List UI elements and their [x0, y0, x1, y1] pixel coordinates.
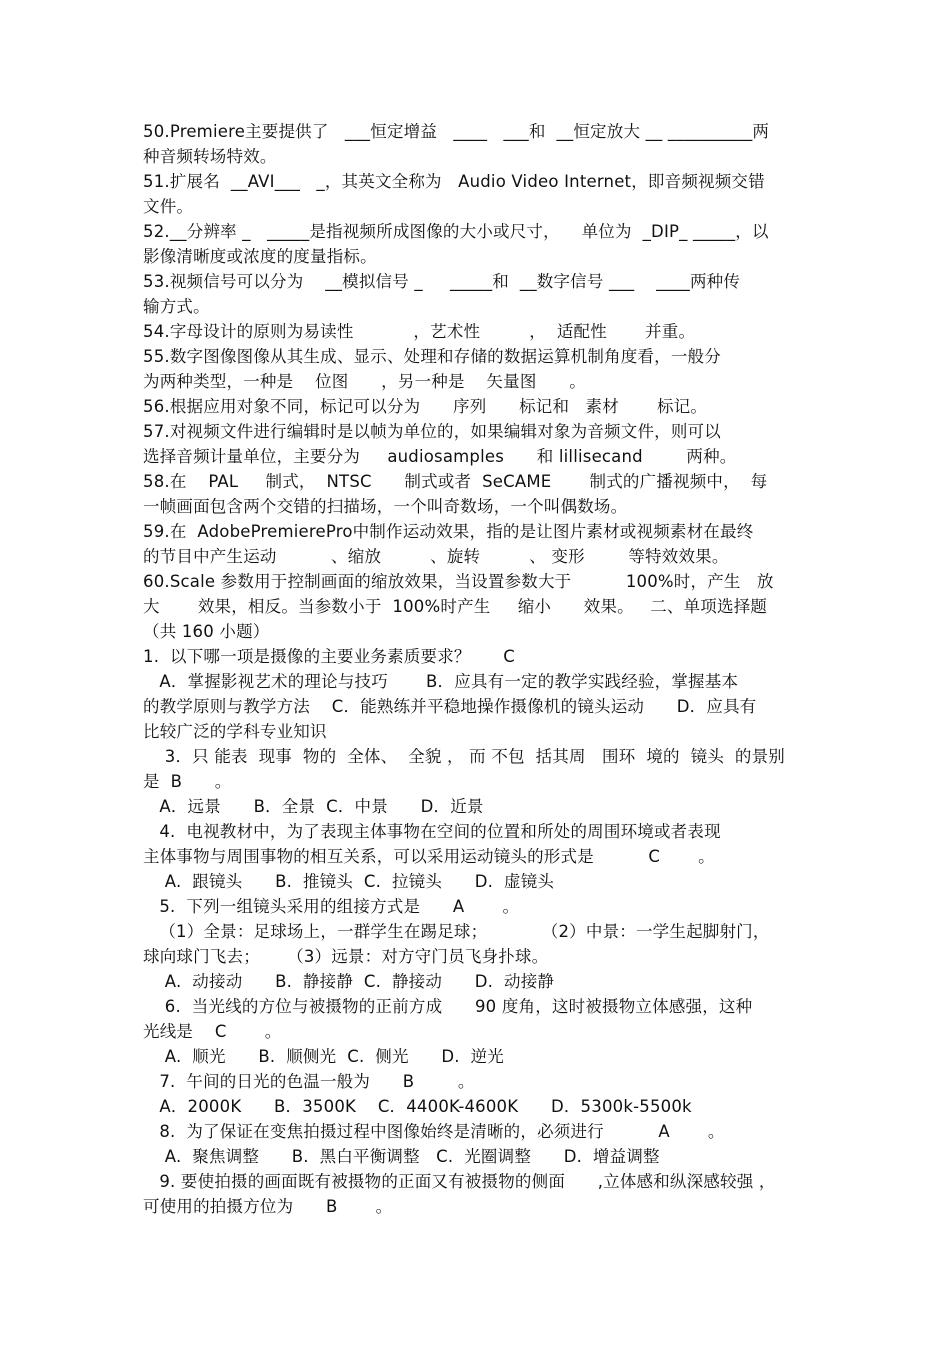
text-line: 球向球门飞去； （3）远景：对方守门员飞身扑球。 [143, 947, 549, 966]
text-line: 是 B 。 [143, 772, 232, 791]
text-line: 6. 当光线的方位与被摄物的正前方成 90 度角，这时被摄物立体感强，这种 [143, 997, 753, 1016]
text-line: 8. 为了保证在变焦拍摄过程中图像始终是清晰的，必须进行 A 。 [143, 1122, 725, 1141]
text-line: 主体事物与周围事物的相互关系，可以采用运动镜头的形式是 C 。 [143, 847, 715, 866]
text-line: 文件。 [143, 197, 194, 216]
text-line: （共 160 小题） [143, 622, 270, 641]
text-line: 54.字母设计的原则为易读性 ，艺术性 ， 适配性 并重。 [143, 322, 696, 341]
text-line: 影像清晰度或浓度的度量指标。 [143, 247, 377, 266]
text-line: 光线是 C 。 [143, 1022, 282, 1041]
text-line: 55.数字图像图像从其生成、显示、处理和存储的数据运算机制角度看，一般分 [143, 347, 721, 366]
text-line: A．2000K B．3500K C．4400K-4600K D．5300k-5500k [143, 1097, 692, 1116]
text-line: 种音频转场特效。 [143, 147, 277, 166]
text-line: 4. 电视教材中，为了表现主体事物在空间的位置和所处的周围环境或者表现 [143, 822, 721, 841]
text-line: 为两种类型，一种是 位图 ，另一种是 矢量图 。 [143, 372, 586, 391]
text-line: （1）全景：足球场上，一群学生在踢足球； （2）中景：一学生起脚射门， [143, 922, 770, 941]
text-line: 59.在 AdobePremierePro中制作运动效果，指的是让图片素材或视频素材在最终 [143, 522, 754, 541]
text-line: 的教学原则与教学方法 C．能熟练并平稳地操作摄像机的镜头运动 D．应具有 [143, 697, 757, 716]
text-line: A．远景 B．全景 C．中景 D．近景 [143, 797, 484, 816]
text-line: 选择音频计量单位，主要分为 audiosamples 和 lillisecand 两种。 [143, 447, 737, 466]
text-line: 52.__分辨率 _ _____是指视频所成图像的大小或尺寸， 单位为 _DIP_ _____，以 [143, 222, 769, 241]
text-line: A. 跟镜头 B. 推镜头 C. 拉镜头 D. 虚镜头 [143, 872, 555, 891]
text-line: 51.扩展名 __AVI___ _，其英文全称为 Audio Video Internet，即音频视频交错 [143, 172, 765, 191]
text-line: A．掌握影视艺术的理论与技巧 B．应具有一定的教学实践经验，掌握基本 [143, 672, 739, 691]
text-line: 输方式。 [143, 297, 210, 316]
text-line: 50.Premiere主要提供了 ___恒定增益 ____ ___和 __恒定放大 __ __________两 [143, 122, 770, 141]
text-line: 57.对视频文件进行编辑时是以帧为单位的，如果编辑对象为音频文件，则可以 [143, 422, 721, 441]
text-line: A. 动接动 B. 静接静 C. 静接动 D. 动接静 [143, 972, 555, 991]
text-line: A. 聚焦调整 B. 黑白平衡调整 C. 光圈调整 D. 增益调整 [143, 1147, 660, 1166]
text-line: 比较广泛的学科专业知识 [143, 722, 327, 741]
text-line: 大 效果，相反。当参数小于 100%时产生 缩小 效果。 二、单项选择题 [143, 597, 768, 616]
text-line: 58.在 PAL 制式， NTSC 制式或者 SeCAME 制式的广播视频中， 每 [143, 472, 768, 491]
text-line: 56.根据应用对象不同，标记可以分为 序列 标记和 素材 标记。 [143, 397, 708, 416]
text-line: 可使用的拍摄方位为 B 。 [143, 1197, 393, 1216]
text-line: 3．只 能表 现事 物的 全体、 全貌 ， 而 不包 括其周 围环 境的 镜头 的景别 [143, 747, 786, 766]
text-line: 53.视频信号可以分为 __模拟信号 _ _____和 __数字信号 ___ ____两种传 [143, 272, 741, 291]
text-line: A. 顺光 B. 顺侧光 C. 侧光 D. 逆光 [143, 1047, 504, 1066]
text-line: 的节目中产生运动 、缩放 、旋转 、 变形 等特效效果。 [143, 547, 729, 566]
text-line: 60.Scale 参数用于控制画面的缩放效果，当设置参数大于 100%时，产生 放 [143, 572, 774, 591]
text-line: 9. 要使拍摄的画面既有被摄物的正面又有被摄物的侧面 ,立体感和纵深感较强 ， [143, 1172, 776, 1191]
text-line: 7. 午间的日光的色温一般为 B 。 [143, 1072, 475, 1091]
text-line: 1. 以下哪一项是摄像的主要业务素质要求？ C [143, 647, 516, 666]
text-line: 5. 下列一组镜头采用的组接方式是 A 。 [143, 897, 520, 916]
text-line: 一帧画面包含两个交错的扫描场，一个叫奇数场，一个叫偶数场。 [143, 497, 628, 516]
